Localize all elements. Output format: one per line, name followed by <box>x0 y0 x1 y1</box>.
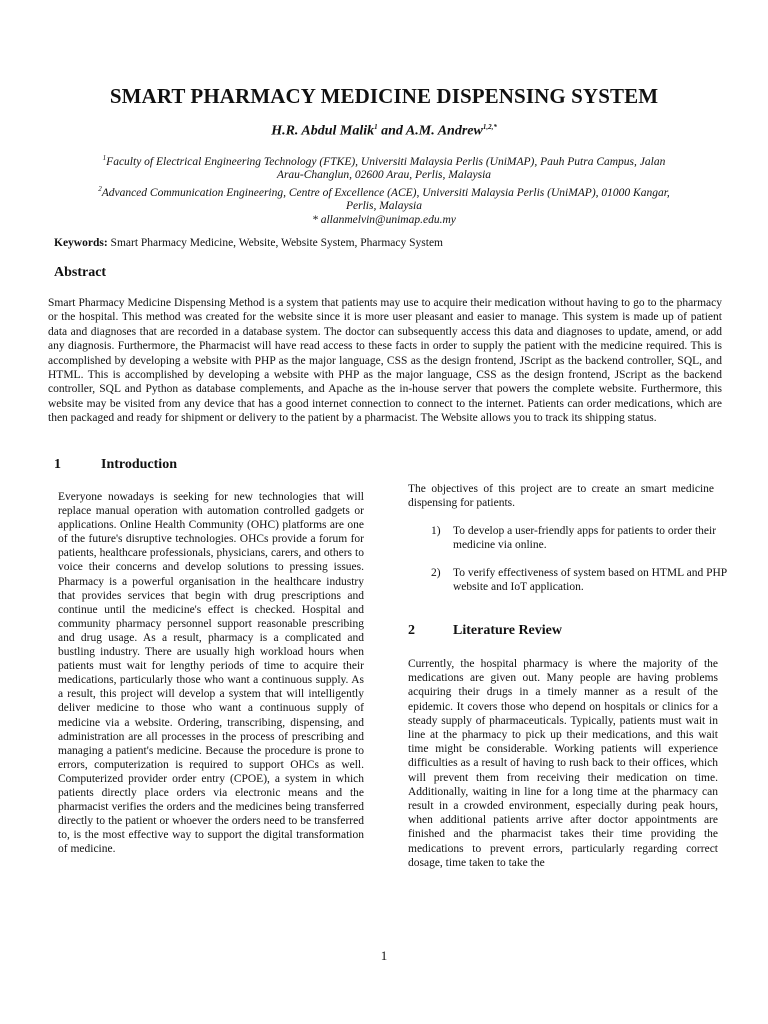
keywords <box>54 237 734 249</box>
section-1-number: 1 <box>54 457 61 472</box>
author-2: A.M. Andrew <box>405 123 483 139</box>
abstract-body: Smart Pharmacy Medicine Dispensing Method is a system that patients may use to acquire their medication without having to go to the pharmacy or the hospital. This method was created for the website since it is more user pleasant and easier to manage. This system is made up of patient data and diagnoses that are recorded in a database system. The doctor can subsequently access this data and diagnoses to update, amend, or add any diagnosis. Furthermore, the Pharmacist will have read access to these facts in order to supply the patient with the medicine required. This is accomplished by developing a website with PHP as the major language, CSS as the design frontend, JScript as the backend controller, SQL, and HTML. This is accomplished by developing a website with PHP as the major language, CSS as the design frontend, JScript as the backend controller, SQL and Python as database complements, and Apache as the in-house server that powers the complete website. Furthermore, this website may be visited from any device that has a good internet connection to connect to the internet. Patients can order medications, which are then packaged and ready for shipment or delivery to the patient by a pharmacist. The Website allows you to track its shipping status. <box>48 297 722 425</box>
author-1-affiliation-mark: 1 <box>374 123 378 131</box>
corresponding-email[interactable]: * allanmelvin@unimap.edu.my <box>312 213 456 226</box>
section-2-number: 2 <box>408 623 415 638</box>
affiliation-2: $^2$Advanced Communication Engineering, Centre of Excellence (ACE), Universiti Malaysia Perlis (UniMAP), 01000 Kangar, Perlis, Malaysia <box>98 184 670 213</box>
author-line <box>0 123 768 140</box>
section-2-body: Currently, the hospital pharmacy is where the majority of the medications are given out. Many people are having problems acquiring their drugs in a timely manner as a result of the epidemic. It covers those who depend on hospitals or clinics for a steady supply of pharmaceuticals. Typically, patients must wait in line at the pharmacy to pick up their medications, and this wait time might be considerable. Working patients will experience difficulties as a result of having to rush back to their offices, which will prevent them from receiving their medication on time. Additionally, waiting in line for a long time at the pharmacy can result in a crowded environment, especially during peak hours, when additional patients arrive after doctor appointments are finished and the pharmacist takes their time providing the medications to prevent errors, particularly regarding correct dosage, time taken to take the <box>408 658 718 869</box>
objective-1-number: 1) <box>431 525 441 537</box>
section-2-heading: Literature Review <box>453 623 562 638</box>
keywords-text: Smart Pharmacy Medicine, Website, Website System, Pharmacy System <box>107 237 443 249</box>
author-1: H.R. Abdul Malik <box>271 123 375 139</box>
abstract-heading: Abstract <box>54 265 107 280</box>
author-2-affiliation-mark: 1,2,* <box>482 123 497 131</box>
section-1-heading: Introduction <box>101 457 177 472</box>
section-1-body: Everyone nowadays is seeking for new technologies that will replace manual operation with automation controlled gadgets or applications. Online Health Community (OHC) platforms are one of the future's disruptive technologies. OHCs provide a forum for patients, healthcare professionals, physicians, carers, and others to voice their concerns and develop solutions to pressing issues. Pharmacy is a powerful organisation in the healthcare industry that provides services that begin with drug prescriptions and continue until the medicine's effect is checked. Hospital and community pharmacy personnel support reasonable prescribing and drug usage. As a result, pharmacy is a complicated and bustling industry. There are usually high workload hours when patients must wait for lengthy periods of time to acquire their medications, particularly those who want a continuous supply. As a result, this project will develop a system that will intelligently deliver medicine to those who want a continuous supply of medicine via a website. Ordering, transcribing, dispensing, and administration are all processes in the process of prescribing and managing a patient's medicine. Because the procedure is prone to errors, computerization is required to support OHCs as well. Computerized provider order entry (CPOE), a system in which patients directly place orders via electronic means and the pharmacist verifies the orders and the medicines being transferred directly to the patient or whoever the orders need to be transferred to, is the most effective way to support the digital transformation of medicine. <box>58 491 364 856</box>
objectives-intro: The objectives of this project are to create an smart medicine dispensing for patients. <box>408 483 714 510</box>
objective-2-number: 2) <box>431 567 441 579</box>
page-number: 1 <box>380 948 388 963</box>
objective-item-2 <box>431 566 741 596</box>
affiliations <box>90 152 678 227</box>
objective-2-text: To verify effectiveness of system based on HTML and PHP website and IoT application. <box>453 567 727 594</box>
author-connector: and <box>377 123 406 139</box>
paper-title: SMART PHARMACY MEDICINE DISPENSING SYSTEM <box>109 84 659 108</box>
objective-1-text: To develop a user-friendly apps for patients to order their medicine via online. <box>453 525 717 552</box>
keywords-label: Keywords: <box>54 237 108 249</box>
affiliation-1: $^1$Faculty of Electrical Engineering Technology (FTKE), Universiti Malaysia Perlis (UniMAP), Pauh Putra Campus, Jalan Arau-Changlun, 02600 Arau, Perlis, Malaysia <box>102 154 666 182</box>
objective-item-1 <box>431 524 741 554</box>
